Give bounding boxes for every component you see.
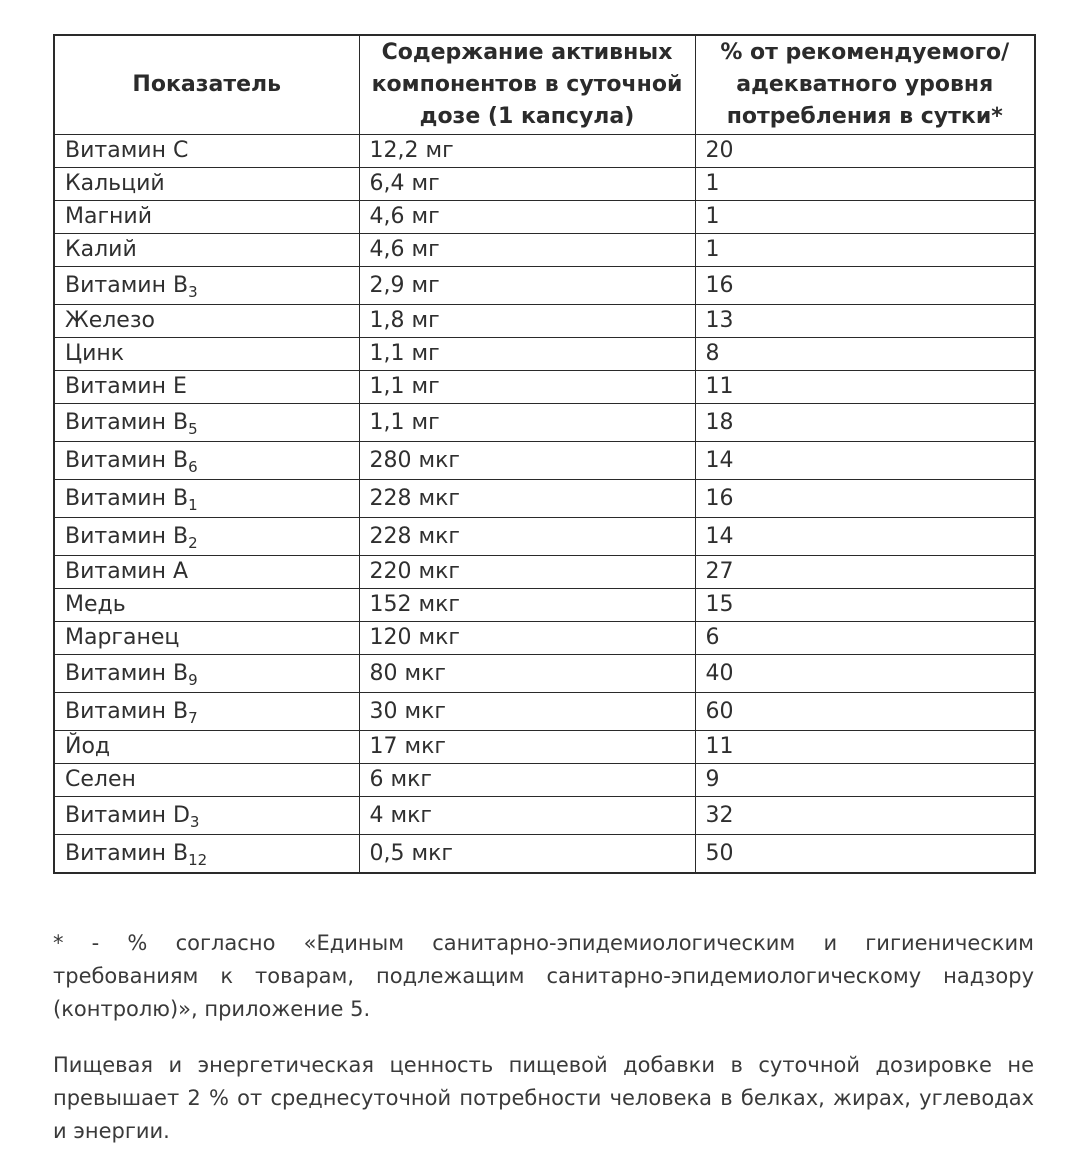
cell-amount: 2,9 мг — [359, 267, 695, 305]
header-row — [54, 35, 1035, 135]
indicator-name: Витамин D — [65, 802, 190, 828]
cell-amount: 0,5 мкг — [359, 835, 695, 874]
table-row — [54, 797, 1035, 835]
cell-amount: 6,4 мг — [359, 168, 695, 201]
indicator-subscript: 3 — [189, 812, 200, 831]
indicator-name: Цинк — [65, 341, 125, 366]
indicator-subscript: 6 — [188, 457, 198, 476]
indicator-name: Витамин C — [65, 138, 189, 163]
table-row — [54, 764, 1035, 797]
cell-amount: 30 мкг — [359, 693, 695, 731]
cell-amount: 228 мкг — [359, 480, 695, 518]
nutrition-table — [53, 34, 1036, 874]
cell-indicator — [54, 622, 359, 655]
cell-indicator — [54, 556, 359, 589]
table-row — [54, 371, 1035, 404]
energy-note: Пищевая и энергетическая ценность пищевой добавки в суточной дозировке не превышает 2 % от среднесуточной потребности человека в белках, жирах, углеводах и энергии. — [53, 1053, 1034, 1143]
table-row — [54, 135, 1035, 168]
table-body — [54, 135, 1035, 874]
cell-indicator — [54, 731, 359, 764]
cell-amount: 1,1 мг — [359, 404, 695, 442]
cell-indicator — [54, 135, 359, 168]
indicator-subscript: 3 — [188, 282, 198, 301]
indicator-name: Витамин B — [65, 840, 189, 866]
table-row — [54, 622, 1035, 655]
indicator-name: Витамин A — [65, 559, 189, 584]
cell-amount: 120 мкг — [359, 622, 695, 655]
cell-amount: 12,2 мг — [359, 135, 695, 168]
table-row — [54, 835, 1035, 874]
table-row — [54, 693, 1035, 731]
table-row — [54, 305, 1035, 338]
indicator-name: Железо — [65, 308, 155, 333]
cell-indicator — [54, 371, 359, 404]
cell-percent: 14 — [695, 442, 1035, 480]
cell-indicator — [54, 589, 359, 622]
indicator-name: Калий — [65, 237, 137, 262]
cell-indicator — [54, 655, 359, 693]
indicator-name: Витамин B — [65, 523, 189, 549]
indicator-name: Медь — [65, 592, 126, 617]
cell-amount: 80 мкг — [359, 655, 695, 693]
cell-amount: 220 мкг — [359, 556, 695, 589]
indicator-name: Витамин B — [65, 272, 189, 298]
cell-percent: 1 — [695, 201, 1035, 234]
indicator-name: Марганец — [65, 625, 180, 650]
cell-percent: 18 — [695, 404, 1035, 442]
cell-percent: 9 — [695, 764, 1035, 797]
indicator-subscript: 5 — [188, 419, 198, 438]
cell-percent: 14 — [695, 518, 1035, 556]
cell-amount: 1,1 мг — [359, 371, 695, 404]
cell-percent: 27 — [695, 556, 1035, 589]
cell-percent: 16 — [695, 267, 1035, 305]
cell-percent: 15 — [695, 589, 1035, 622]
table-row — [54, 168, 1035, 201]
footnote: * - % согласно «Единым санитарно-эпидемиологическим и гигиеническим требованиям к товарам, подлежащим санитарно-эпидемиологическому надзору (контролю)», приложение 5. — [53, 931, 1034, 1021]
cell-percent: 40 — [695, 655, 1035, 693]
cell-amount: 280 мкг — [359, 442, 695, 480]
cell-indicator — [54, 267, 359, 305]
cell-indicator — [54, 835, 359, 874]
indicator-name: Витамин E — [65, 374, 187, 399]
indicator-subscript: 2 — [188, 533, 198, 552]
cell-percent: 60 — [695, 693, 1035, 731]
cell-amount: 1,1 мг — [359, 338, 695, 371]
cell-amount: 4 мкг — [359, 797, 695, 835]
cell-percent: 32 — [695, 797, 1035, 835]
indicator-name: Витамин B — [65, 409, 189, 435]
cell-indicator — [54, 338, 359, 371]
cell-indicator — [54, 234, 359, 267]
cell-indicator — [54, 693, 359, 731]
indicator-name: Витамин B — [65, 660, 189, 686]
table-row — [54, 234, 1035, 267]
cell-percent: 11 — [695, 731, 1035, 764]
cell-indicator — [54, 480, 359, 518]
cell-percent: 16 — [695, 480, 1035, 518]
table-row — [54, 267, 1035, 305]
table-row — [54, 731, 1035, 764]
table-row — [54, 655, 1035, 693]
table-row — [54, 442, 1035, 480]
cell-indicator — [54, 168, 359, 201]
cell-amount: 6 мкг — [359, 764, 695, 797]
cell-amount: 4,6 мг — [359, 201, 695, 234]
cell-indicator — [54, 518, 359, 556]
cell-percent: 6 — [695, 622, 1035, 655]
cell-indicator — [54, 764, 359, 797]
indicator-subscript: 12 — [188, 850, 208, 869]
cell-percent: 11 — [695, 371, 1035, 404]
table-row — [54, 404, 1035, 442]
header-percent: % от рекомендуемого/ адекватного уровня потребления в сутки* — [695, 35, 1035, 135]
cell-indicator — [54, 797, 359, 835]
cell-amount: 1,8 мг — [359, 305, 695, 338]
cell-percent: 1 — [695, 234, 1035, 267]
cell-amount: 228 мкг — [359, 518, 695, 556]
table-row — [54, 518, 1035, 556]
table-row — [54, 480, 1035, 518]
cell-indicator — [54, 404, 359, 442]
cell-percent: 1 — [695, 168, 1035, 201]
cell-percent: 8 — [695, 338, 1035, 371]
cell-indicator — [54, 442, 359, 480]
indicator-name: Витамин B — [65, 485, 189, 511]
indicator-subscript: 7 — [188, 708, 198, 727]
table-row — [54, 589, 1035, 622]
cell-amount: 17 мкг — [359, 731, 695, 764]
header-content: Содержание активных компонентов в суточной дозе (1 капсула) — [359, 35, 695, 135]
cell-amount: 152 мкг — [359, 589, 695, 622]
indicator-subscript: 9 — [188, 670, 198, 689]
cell-percent: 50 — [695, 835, 1035, 874]
indicator-name: Йод — [65, 734, 111, 759]
indicator-name: Витамин B — [65, 698, 189, 724]
indicator-name: Витамин B — [65, 447, 189, 473]
cell-percent: 13 — [695, 305, 1035, 338]
indicator-name: Кальций — [65, 171, 165, 196]
indicator-name: Магний — [65, 204, 153, 229]
table-row — [54, 556, 1035, 589]
indicator-name: Селен — [65, 767, 136, 792]
table-row — [54, 201, 1035, 234]
table-row — [54, 338, 1035, 371]
cell-indicator — [54, 201, 359, 234]
indicator-subscript: 1 — [188, 495, 198, 514]
cell-indicator — [54, 305, 359, 338]
cell-percent: 20 — [695, 135, 1035, 168]
header-indicator: Показатель — [54, 35, 359, 135]
cell-amount: 4,6 мг — [359, 234, 695, 267]
